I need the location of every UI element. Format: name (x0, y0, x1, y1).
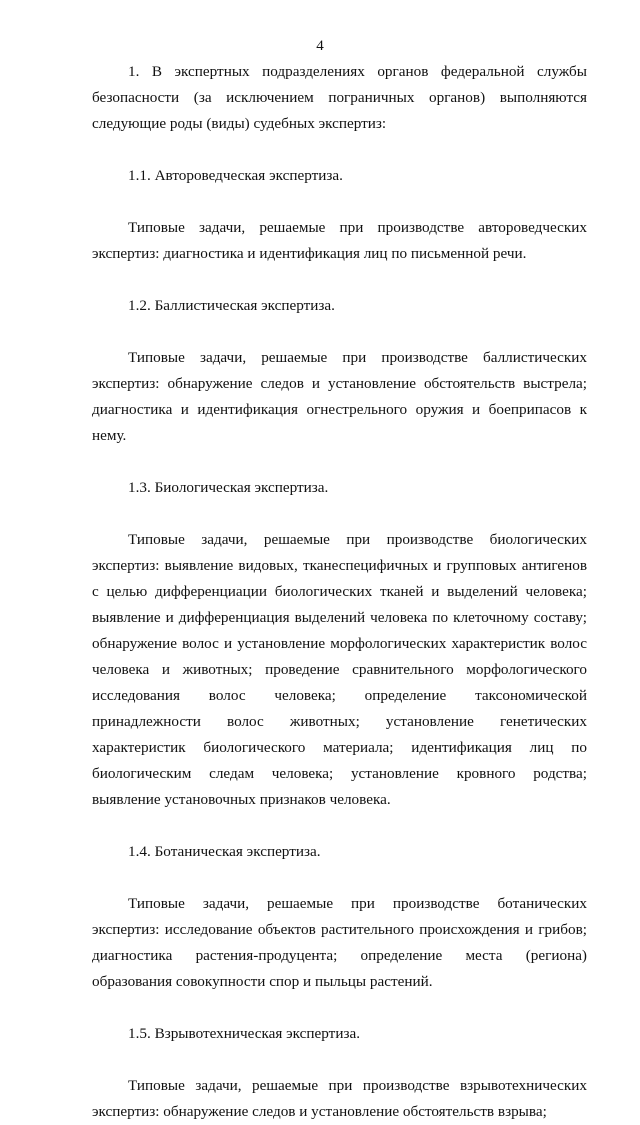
section-heading-1-2: 1.2. Баллистическая экспертиза. (128, 297, 335, 314)
section-heading-1-1: 1.1. Автороведческая экспертиза. (128, 167, 343, 184)
section-heading-1-4: 1.4. Ботаническая экспертиза. (128, 843, 321, 860)
section-heading-1-3: 1.3. Биологическая экспертиза. (128, 479, 329, 496)
section-text-1-2: Типовые задачи, решаемые при производстве баллистических экспертиз: обнаружение следов и установление обстоятельств выстрела; диагностика и идентификация огнестрельного оружия и боеприпасов к нему. (92, 349, 587, 444)
section-text-1-1: Типовые задачи, решаемые при производстве автороведческих экспертиз: диагностика и идентификация лиц по письменной речи. (92, 219, 587, 262)
section-text-1-4: Типовые задачи, решаемые при производстве ботанических экспертиз: исследование объектов растительного происхождения и грибов; диагностика растения-продуцента; определение места (региона) образования совокупности спор и пыльцы растений. (92, 895, 587, 990)
section-heading-1-5: 1.5. Взрывотехническая экспертиза. (128, 1025, 360, 1042)
section-text-1-5: Типовые задачи, решаемые при производстве взрывотехнических экспертиз: обнаружение следов и установление обстоятельств взрыва; (92, 1077, 587, 1120)
document-body (92, 59, 587, 1125)
section-text-1-3: Типовые задачи, решаемые при производстве биологических экспертиз: выявление видовых, тканеспецифичных и групповых антигенов с целью дифференциации биологических тканей и выделений человека; выявление и дифференциация выделений человека по клеточному составу; обнаружение волос и установление морфологических характеристик волос человека и животных; проведение сравнительного морфологического исследования волос человека; определение таксономической принадлежности волос животных; установление генетических характеристик биологического материала; идентификация лиц по биологическим следам человека; установление кровного родства; выявление установочных признаков человека. (92, 531, 587, 808)
intro-paragraph: 1. В экспертных подразделениях органов федеральной службы безопасности (за исключением пограничных органов) выполняются следующие роды (виды) судебных экспертиз: (92, 63, 587, 132)
page-number: 4 (316, 38, 324, 54)
